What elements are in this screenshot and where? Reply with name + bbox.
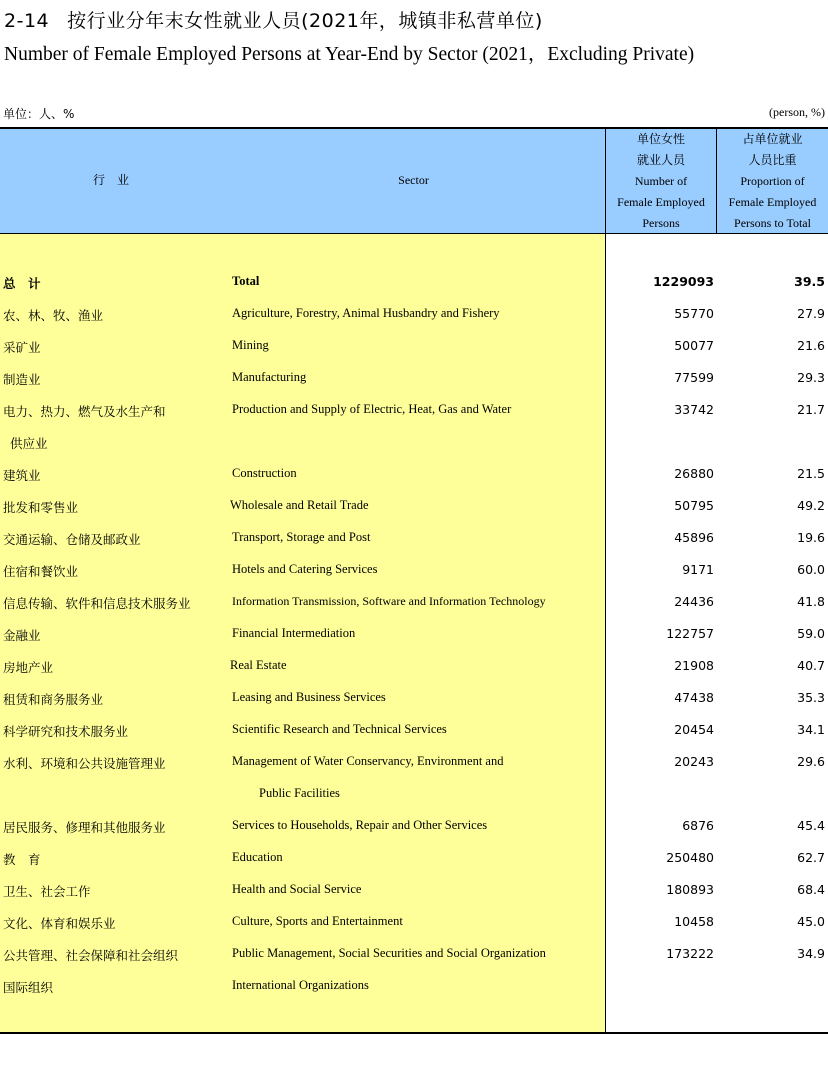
row-sector-en: Leasing and Business Services	[232, 690, 386, 704]
row-percent: 39.5	[794, 274, 825, 289]
header-col1-en-line1: Number of	[634, 174, 688, 188]
row-sector-cn: 电力、热力、燃气及水生产和	[3, 404, 166, 419]
row-value: 6876	[682, 818, 714, 833]
table-row	[0, 690, 828, 722]
row-value: 20454	[674, 722, 714, 737]
unit-label-en: (person, %)	[769, 105, 825, 119]
header-col1-cn-line1: 单位女性	[636, 132, 685, 146]
row-sector-cn: 公共管理、社会保障和社会组织	[3, 948, 179, 963]
row-percent: 62.7	[797, 850, 825, 865]
row-value: 20243	[674, 754, 714, 769]
row-sector-en: Agriculture, Forestry, Animal Husbandry and Fishery	[232, 306, 500, 320]
row-percent: 34.1	[797, 722, 825, 737]
header-col2-en-line3: Persons to Total	[734, 216, 811, 230]
row-sector-en: Education	[232, 850, 283, 864]
row-sector-en: Public Management, Social Securities and Social Organization	[232, 946, 546, 960]
table-row	[0, 338, 828, 370]
row-sector-en: Production and Supply of Electric, Heat, Gas and Water	[232, 402, 512, 416]
header-col1-en-line3: Persons	[642, 216, 680, 230]
table-row	[0, 882, 828, 914]
column-divider-2	[716, 127, 717, 234]
row-percent: 21.6	[797, 338, 825, 353]
row-sector-en: Hotels and Catering Services	[232, 562, 378, 576]
header-col2-en-line1: Proportion of	[740, 174, 805, 188]
row-percent: 34.9	[797, 946, 825, 961]
row-value: 33742	[674, 402, 714, 417]
table-row	[0, 658, 828, 690]
row-percent: 21.7	[797, 402, 825, 417]
table-row	[0, 946, 828, 978]
row-sector-en: Real Estate	[230, 658, 287, 672]
row-sector-cn: 建筑业	[3, 468, 41, 483]
table-row	[0, 402, 828, 434]
bottom-rule	[0, 1032, 828, 1034]
row-sector-en: Management of Water Conservancy, Environment and	[232, 754, 504, 768]
row-sector-en: Total	[232, 274, 260, 288]
table-row	[0, 818, 828, 850]
row-percent: 27.9	[797, 306, 825, 321]
header-col1-en-line2: Female Employed	[617, 195, 705, 209]
header-col2-cn-line1: 占单位就业	[742, 132, 803, 146]
row-value: 50077	[674, 338, 714, 353]
row-sector-cn: 批发和零售业	[3, 500, 79, 515]
row-value: 250480	[666, 850, 714, 865]
header-sector-cn: 行 业	[92, 173, 129, 187]
row-percent: 35.3	[797, 690, 825, 705]
row-percent: 29.6	[797, 754, 825, 769]
row-value: 21908	[674, 658, 714, 673]
row-percent: 45.4	[797, 818, 825, 833]
row-value: 47438	[674, 690, 714, 705]
row-sector-en: Health and Social Service	[232, 882, 362, 896]
row-value: 77599	[674, 370, 714, 385]
table-row	[0, 722, 828, 754]
row-sector-cn: 制造业	[3, 372, 41, 387]
row-sector-en: Wholesale and Retail Trade	[230, 498, 369, 512]
row-sector-en: Information Transmission, Software and Information Technology	[232, 594, 546, 608]
row-sector-cn: 教 育	[3, 852, 41, 867]
row-sector-cn: 金融业	[3, 628, 41, 643]
row-value: 24436	[674, 594, 714, 609]
row-sector-cn: 采矿业	[3, 340, 41, 355]
table-row	[0, 562, 828, 594]
header-proportion	[717, 129, 828, 234]
row-sector-cn-continuation: 供应业	[10, 436, 48, 451]
row-sector-en: Financial Intermediation	[232, 626, 356, 640]
row-percent: 19.6	[797, 530, 825, 545]
table-row	[0, 498, 828, 530]
unit-label-cn: 单位：人、%	[3, 107, 75, 121]
row-sector-cn: 国际组织	[3, 980, 54, 995]
row-percent: 45.0	[797, 914, 825, 929]
row-value: 26880	[674, 466, 714, 481]
header-female-employed	[606, 129, 716, 234]
table-title-en: Number of Female Employed Persons at Year-End by Sector (2021，Excluding Private)	[4, 44, 695, 65]
row-sector-en: Culture, Sports and Entertainment	[232, 914, 403, 928]
table-row	[0, 978, 828, 1010]
row-sector-cn: 文化、体育和娱乐业	[3, 916, 116, 931]
row-sector-cn: 租赁和商务服务业	[3, 692, 104, 707]
row-sector-cn: 房地产业	[3, 660, 54, 675]
table-row	[0, 530, 828, 562]
row-percent: 49.2	[797, 498, 825, 513]
row-percent: 29.3	[797, 370, 825, 385]
row-sector-en: Transport, Storage and Post	[232, 530, 371, 544]
table-title-cn-text: 按行业分年末女性就业人员(2021年，城镇非私营单位)	[67, 10, 543, 32]
table-row	[0, 370, 828, 402]
row-value: 9171	[682, 562, 714, 577]
table-row	[0, 626, 828, 658]
row-sector-cn: 交通运输、仓储及邮政业	[3, 532, 141, 547]
row-value: 122757	[666, 626, 714, 641]
table-row	[0, 754, 828, 786]
header-sector-en: Sector	[398, 173, 429, 187]
header-col2-cn-line2: 人员比重	[748, 153, 797, 167]
table-code: 2-14	[4, 10, 50, 32]
table-row-total	[0, 274, 828, 306]
row-value: 173222	[666, 946, 714, 961]
row-sector-cn: 总 计	[3, 276, 41, 291]
row-sector-cn: 住宿和餐饮业	[3, 564, 79, 579]
header-col2-en-line2: Female Employed	[728, 195, 817, 209]
row-value: 45896	[674, 530, 714, 545]
row-sector-en: Mining	[232, 338, 269, 352]
row-percent: 60.0	[797, 562, 825, 577]
row-value: 180893	[666, 882, 714, 897]
table-row	[0, 850, 828, 882]
table-row	[0, 914, 828, 946]
row-sector-en: Construction	[232, 466, 297, 480]
row-sector-cn: 水利、环境和公共设施管理业	[3, 756, 166, 771]
row-value: 1229093	[653, 274, 714, 289]
row-percent: 68.4	[797, 882, 825, 897]
table-title-cn	[4, 6, 543, 33]
row-sector-cn: 农、林、牧、渔业	[3, 308, 104, 323]
row-sector-en: Scientific Research and Technical Services	[232, 722, 447, 736]
row-value: 50795	[674, 498, 714, 513]
row-sector-cn: 居民服务、修理和其他服务业	[3, 820, 166, 835]
table-row	[0, 466, 828, 498]
table-row	[0, 306, 828, 338]
row-value: 55770	[674, 306, 714, 321]
row-percent: 59.0	[797, 626, 825, 641]
row-sector-cn: 卫生、社会工作	[3, 884, 91, 899]
row-sector-en: Services to Households, Repair and Other Services	[232, 818, 488, 832]
header-col1-cn-line2: 就业人员	[636, 153, 685, 167]
row-sector-en-continuation: Public Facilities	[259, 786, 340, 800]
row-percent: 40.7	[797, 658, 825, 673]
row-sector-en: International Organizations	[232, 978, 369, 992]
row-sector-en: Manufacturing	[232, 370, 307, 384]
row-percent: 41.8	[797, 594, 825, 609]
row-sector-cn: 信息传输、软件和信息技术服务业	[3, 596, 191, 611]
row-value: 10458	[674, 914, 714, 929]
row-percent: 21.5	[797, 466, 825, 481]
table-row	[0, 594, 828, 626]
row-sector-cn: 科学研究和技术服务业	[3, 724, 129, 739]
